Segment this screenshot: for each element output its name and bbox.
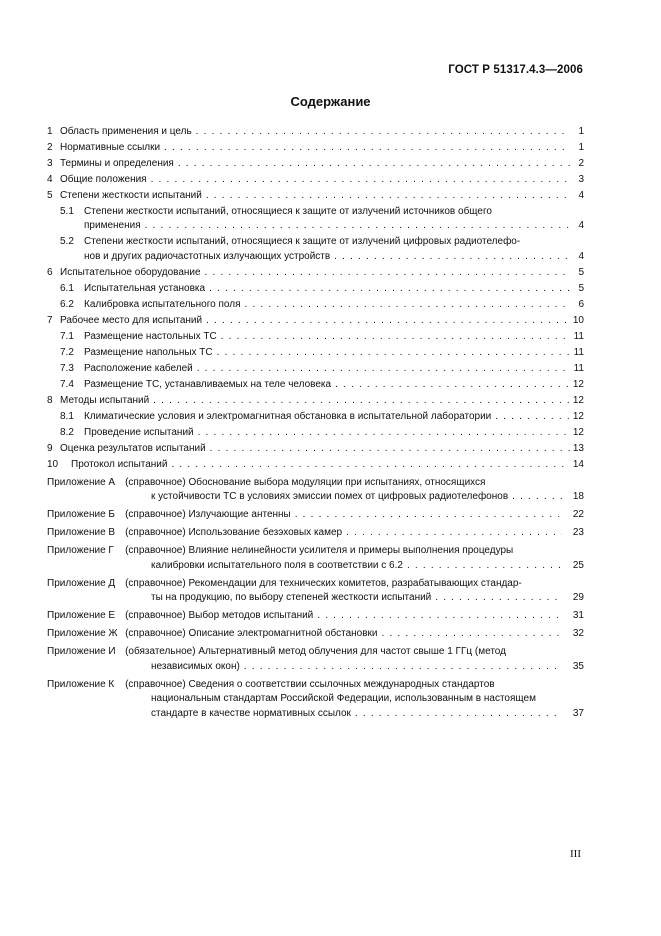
toc-entry [47, 282, 584, 297]
toc-entry [47, 577, 584, 606]
toc-entry-title: (справочное) Рекомендации для технических комитетов, разрабатывающих стандар- ты на продукцию, по выбору степеней жесткости испытаний . . . [47, 577, 562, 606]
toc-entry-number: 8.2 [60, 426, 74, 438]
toc-entry-number: 6 [47, 266, 53, 278]
toc-entry-page: 13 [571, 442, 584, 457]
toc-entry-page: 25 [571, 559, 584, 574]
toc-entry [47, 645, 584, 674]
toc-entry-number: 7.1 [60, 330, 74, 342]
toc-entry-title: Размещение напольных ТС . . . [84, 346, 570, 361]
toc-entry-number: 9 [47, 442, 53, 454]
toc-entry [47, 544, 584, 573]
toc-entry [47, 526, 584, 541]
toc-entry-number: 5 [47, 189, 53, 201]
toc-entry-number: 1 [47, 125, 53, 137]
toc-entry-page: 11 [572, 330, 584, 345]
toc-entry-page: 4 [576, 250, 584, 265]
toc-entry-number: Приложение Е [47, 610, 116, 621]
toc-entry-number: 6.2 [60, 298, 74, 310]
toc-entry [47, 298, 584, 313]
toc-entry-page: 6 [576, 298, 584, 313]
toc-entry [47, 173, 584, 188]
toc-entry-page: 14 [571, 458, 584, 473]
toc-entry-number: 7.2 [60, 346, 74, 358]
page-title: Содержание [290, 94, 371, 109]
toc-entry-title: Испытательное оборудование . . . [60, 266, 570, 281]
toc-entry [47, 157, 584, 172]
page-number: III [570, 848, 581, 860]
toc-entry-number: 7.3 [60, 362, 74, 374]
toc-entry-title: Испытательная установка . . . [84, 282, 570, 297]
toc-entry-title: Климатические условия и электромагнитная обстановка в испытательной лаборатории . . . [84, 410, 570, 425]
toc-entry-title: (справочное) Выбор методов испытаний . . . [47, 609, 562, 624]
toc-entry-page: 10 [571, 314, 584, 329]
toc-entry [47, 426, 584, 441]
toc-entry-page: 1 [576, 141, 584, 156]
toc-entry-number: 4 [47, 173, 53, 185]
toc-entry-title: Протокол испытаний . . . [71, 458, 570, 473]
toc-entry-number: Приложение И [47, 646, 116, 657]
toc-entry-title: Методы испытаний . . . [60, 394, 570, 409]
toc-entry-page: 4 [576, 189, 584, 204]
toc-entry-number: 10 [47, 458, 59, 470]
toc-entry-page: 12 [571, 378, 584, 393]
toc-entry-number: Приложение Б [47, 509, 115, 520]
standard-code: ГОСТ Р 51317.4.3—2006 [448, 64, 583, 76]
toc-entry-number: 3 [47, 157, 53, 169]
toc-entry-page: 18 [571, 490, 584, 505]
toc-entry [47, 442, 584, 457]
toc-entry-number: 5.1 [60, 205, 74, 217]
toc-entry [47, 394, 584, 409]
toc-entry-title: (справочное) Влияние нелинейности усилителя и примеры выполнения процедуры калибровки испытательного поля в соответствии с 6.2 . . . [47, 544, 562, 573]
toc-entry-page: 23 [571, 526, 584, 541]
toc-entry-page: 3 [576, 173, 584, 188]
toc-entry-title: (справочное) Описание электромагнитной обстановки . . . [47, 627, 562, 642]
toc-entry-page: 12 [571, 410, 584, 425]
toc-entry [47, 125, 584, 140]
toc-entry-page: 32 [571, 627, 584, 642]
toc-entry-page: 22 [571, 508, 584, 523]
toc-entry-title: (справочное) Излучающие антенны . . . [47, 508, 562, 523]
toc-entry [47, 508, 584, 523]
toc-entry-number: Приложение Г [47, 545, 114, 556]
toc-entry-number: Приложение К [47, 678, 115, 690]
toc-entry-number: Приложение Д [47, 577, 116, 589]
toc-entry-number: Приложение В [47, 527, 116, 538]
toc-entry-title: Калибровка испытательного поля . . . [84, 298, 570, 313]
toc-entry [47, 141, 584, 156]
toc-entry [47, 678, 584, 722]
toc-entry-page: 35 [571, 660, 584, 675]
toc-entry-title: Степени жесткости испытаний . . . [60, 189, 570, 204]
toc-entry [47, 189, 584, 204]
toc-entry [47, 458, 584, 473]
toc-entry-title: Проведение испытаний . . . [84, 426, 570, 441]
toc-entry [47, 205, 584, 234]
toc-entry [47, 314, 584, 329]
toc-entry [47, 476, 584, 505]
toc-entry [47, 235, 584, 264]
toc-entry [47, 609, 584, 624]
toc-entry-number: 7 [47, 314, 53, 326]
toc-entry-page: 5 [576, 282, 584, 297]
toc-entry-title: Расположение кабелей . . . [84, 362, 570, 377]
toc-entry-title: (справочное) Сведения о соответствии ссылочных международных стандартов национальным стандартам Российской Федерации, использованным в настоящем стандарте в качестве нормативных ссылок . . . [47, 678, 562, 722]
toc-entry-title: Рабочее место для испытаний . . . [60, 314, 570, 329]
toc-entry-number: 8.1 [60, 410, 74, 422]
toc-entry-title: Термины и определения . . . [60, 157, 570, 172]
toc-entry-title: (справочное) Обоснование выбора модуляции при испытаниях, относящихся к устойчивости ТС в условиях эмиссии помех от цифровых радиотелефонов . . . [47, 476, 562, 505]
toc-entry-page: 12 [571, 394, 584, 409]
toc-entry-title: Оценка результатов испытаний . . . [60, 442, 570, 457]
toc-entry-number: Приложение А [47, 476, 116, 488]
toc-entry-title: Степени жесткости испытаний, относящиеся к защите от излучений цифровых радиотелефо- нов и других радиочастотных излучающих устройств . . . [84, 235, 570, 264]
toc-entry-number: 5.2 [60, 236, 74, 247]
toc-entry-number: 2 [47, 141, 53, 153]
toc-entry-title: Нормативные ссылки . . . [60, 141, 570, 156]
toc-entry-page: 12 [571, 426, 584, 441]
toc-entry-title: Область применения и цель . . . [60, 125, 570, 140]
toc-entry-page: 37 [571, 707, 584, 722]
toc-entry [47, 346, 584, 361]
toc-entry-page: 11 [572, 362, 584, 377]
toc-entry [47, 266, 584, 281]
toc-entry-number: 7.4 [60, 378, 74, 390]
toc-entry-title: Общие положения . . . [60, 173, 570, 188]
table-of-contents [47, 123, 584, 721]
toc-entry-number: 8 [47, 394, 53, 406]
toc-entry [47, 410, 584, 425]
toc-entry-title: (справочное) Использование безэховых камер . . . [47, 526, 562, 541]
toc-entry-page: 2 [576, 157, 584, 172]
toc-entry-page: 29 [571, 591, 584, 606]
toc-entry-title: Размещение настольных ТС . . . [84, 330, 570, 345]
toc-entry [47, 378, 584, 393]
toc-entry-title: (обязательное) Альтернативный метод облучения для частот свыше 1 ГГц (метод независимых окон) . . . [47, 645, 562, 674]
toc-entry [47, 362, 584, 377]
toc-entry [47, 627, 584, 642]
toc-entry-page: 5 [576, 266, 584, 281]
toc-entry-page: 1 [576, 125, 584, 140]
toc-entry-page: 4 [576, 219, 584, 234]
toc-entry [47, 330, 584, 345]
toc-entry-title: Степени жесткости испытаний, относящиеся к защите от излучений источников общего применения . . . [84, 205, 570, 234]
toc-entry-page: 11 [572, 346, 584, 361]
toc-entry-page: 31 [571, 609, 584, 624]
toc-entry-number: Приложение Ж [47, 628, 118, 639]
toc-entry-title: Размещение ТС, устанавливаемых на теле человека . . . [84, 378, 570, 393]
toc-entry-number: 6.1 [60, 282, 74, 294]
